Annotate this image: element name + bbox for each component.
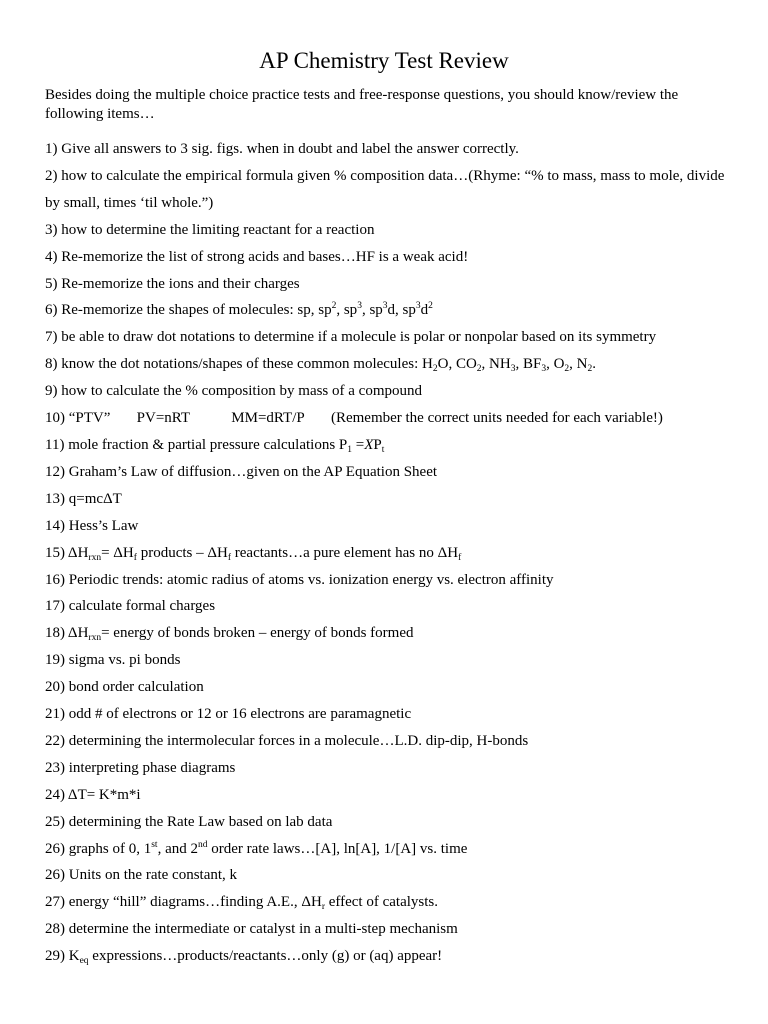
review-item — [45, 405, 735, 432]
item-text: 6) Re-memorize the shapes of molecules: sp, sp — [45, 302, 332, 319]
review-item — [45, 351, 735, 378]
review-item — [45, 755, 735, 782]
review-item — [45, 647, 735, 674]
item-text: P — [373, 436, 382, 453]
item-text: 9) how to calculate the % composition by mass of a compound — [45, 383, 422, 400]
review-item — [45, 620, 735, 647]
item-text: 8) know the dot notations/shapes of these common molecules: H — [45, 356, 433, 373]
item-text: nd — [198, 839, 208, 850]
item-text: st — [151, 839, 158, 850]
item-text: 29) K — [45, 948, 80, 965]
review-item — [45, 836, 735, 863]
item-text: 21) odd # of electrons or 12 or 16 electrons are paramagnetic — [45, 706, 412, 723]
item-text: r — [321, 902, 325, 913]
item-text: d, sp — [387, 302, 416, 319]
review-item — [45, 217, 735, 244]
item-text: . — [592, 356, 596, 373]
item-text: 3 — [415, 301, 421, 312]
review-items-list — [45, 136, 735, 970]
review-item — [45, 459, 735, 486]
intro-paragraph: Besides doing the multiple choice practice tests and free-response questions, you should know/review the following items… — [45, 87, 679, 122]
item-text: 2 — [432, 364, 438, 375]
item-text: 26) Units on the rate constant, k — [45, 867, 238, 884]
item-text: reactants…a pure element has no ΔH — [231, 544, 459, 561]
item-text: 24) ΔT= K*m*i — [45, 786, 141, 803]
item-text: 17) calculate formal charges — [45, 598, 216, 615]
item-text: 20) bond order calculation — [45, 679, 204, 696]
review-item — [45, 136, 735, 163]
review-item — [45, 862, 735, 889]
item-text: 28) determine the intermediate or catalyst in a multi-step mechanism — [45, 921, 458, 938]
review-item — [45, 271, 735, 298]
item-text: 2) how to calculate the empirical formula given % composition data…(Rhyme: “% to mass, mass to mole, divide by small, times ‘til whole.”) — [45, 167, 725, 211]
item-text: 14) Hess’s Law — [45, 517, 139, 534]
item-text: O, CO — [437, 356, 477, 373]
review-item — [45, 728, 735, 755]
item-text: = energy of bonds broken – energy of bonds formed — [101, 625, 414, 642]
item-text: = — [352, 436, 365, 453]
item-text: 3 — [510, 364, 516, 375]
review-item — [45, 809, 735, 836]
item-text: , O — [546, 356, 565, 373]
item-text: f — [227, 552, 232, 563]
review-item — [45, 782, 735, 809]
item-text: rxn — [88, 633, 102, 644]
item-text: 2 — [331, 301, 337, 312]
item-text: , sp — [336, 302, 358, 319]
item-text: 3 — [357, 301, 362, 312]
review-item — [45, 943, 735, 970]
item-text: products – ΔH — [136, 544, 228, 561]
item-text: 2 — [476, 364, 482, 375]
item-text: 12) Graham’s Law of diffusion…given on the AP Equation Sheet — [45, 463, 438, 480]
review-item — [45, 916, 735, 943]
review-item — [45, 540, 735, 567]
item-text: , BF — [515, 356, 542, 373]
review-item — [45, 378, 735, 405]
review-item — [45, 324, 735, 351]
item-text: 3 — [541, 364, 547, 375]
item-text: f — [133, 552, 137, 563]
page-title: AP Chemistry Test Review — [259, 48, 509, 73]
item-text: 23) interpreting phase diagrams — [45, 759, 236, 776]
item-text: 11) mole fraction & partial pressure calculations P — [45, 436, 348, 453]
review-item — [45, 432, 735, 459]
item-text: 13) q=mcΔT — [45, 490, 122, 507]
item-text: 18) ΔH — [45, 625, 89, 642]
item-text: = ΔH — [101, 544, 134, 561]
item-text: 15) ΔH — [45, 544, 89, 561]
item-text: effect of catalysts. — [324, 894, 438, 911]
item-text: , N — [569, 356, 588, 373]
item-text: 16) Periodic trends: atomic radius of atoms vs. ionization energy vs. electron affinity — [45, 571, 554, 588]
item-text: , sp — [361, 302, 383, 319]
item-text: 1) Give all answers to 3 sig. figs. when in doubt and label the answer correctly. — [45, 141, 519, 157]
review-item — [45, 486, 735, 513]
review-item — [45, 163, 735, 217]
review-item — [45, 701, 735, 728]
item-text: 3) how to determine the limiting reactant for a reaction — [45, 221, 375, 238]
review-item — [45, 244, 735, 271]
item-text: 1 — [347, 444, 353, 455]
review-item — [45, 593, 735, 620]
item-text: 19) sigma vs. pi bonds — [45, 652, 181, 669]
review-item — [45, 513, 735, 540]
item-text: 7) be able to draw dot notations to determine if a molecule is polar or nonpolar based on its symmetry — [45, 329, 657, 346]
item-text: 22) determining the intermolecular forces in a molecule…L.D. dip-dip, H-bonds — [45, 732, 529, 749]
item-text: order rate laws…[A], ln[A], 1/[A] vs. time — [207, 840, 468, 857]
item-text: 25) determining the Rate Law based on lab data — [45, 813, 333, 830]
item-text: X — [364, 436, 374, 453]
item-text: 3 — [382, 301, 388, 312]
item-text: 10) “PTV” PV=nRT MM=dRT/P (Remember the correct units needed for each variable!) — [45, 410, 663, 427]
review-item — [45, 674, 735, 701]
item-text: 2 — [428, 301, 433, 312]
item-text: 26) graphs of 0, 1 — [45, 840, 152, 857]
item-text: 4) Re-memorize the list of strong acids and bases…HF is a weak acid! — [45, 248, 469, 265]
item-text: , NH — [481, 356, 511, 373]
review-item — [45, 297, 735, 324]
review-item — [45, 567, 735, 594]
item-text: 5) Re-memorize the ions and their charges — [45, 275, 300, 292]
item-text: d — [420, 302, 429, 319]
item-text: f — [458, 552, 462, 563]
item-text: rxn — [88, 552, 102, 563]
item-text: 27) energy “hill” diagrams…finding A.E., ΔH — [45, 894, 322, 911]
item-text: expressions…products/reactants…only (g) or (aq) appear! — [88, 948, 443, 965]
item-text: 2 — [564, 364, 570, 375]
review-item — [45, 889, 735, 916]
item-text: t — [381, 444, 385, 455]
item-text: 2 — [587, 364, 593, 375]
item-text: eq — [79, 956, 89, 967]
item-text: , and 2 — [157, 840, 198, 857]
